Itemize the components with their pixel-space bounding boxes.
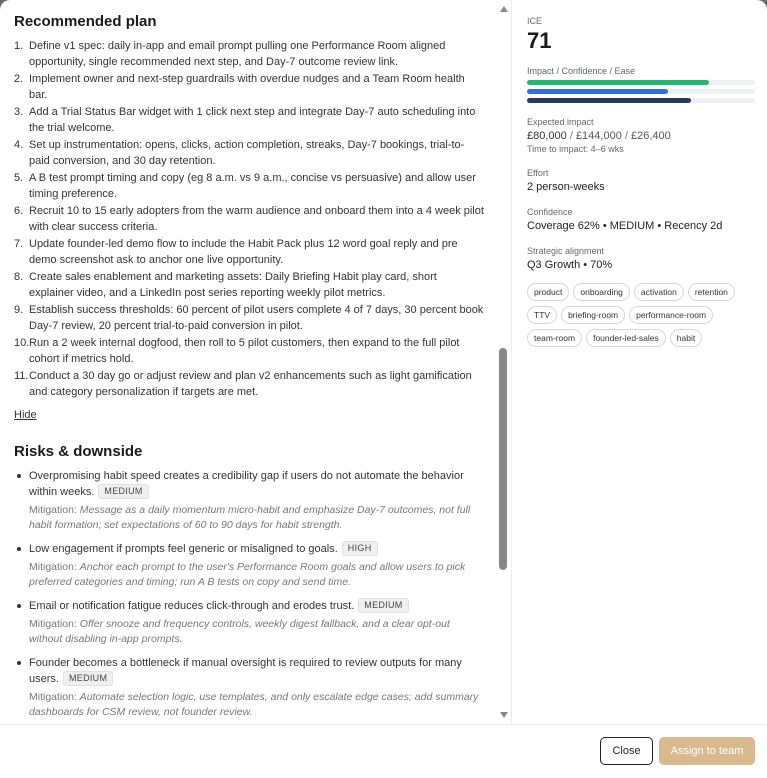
plan-step-text: Implement owner and next-step guardrails with overdue nudges and a Team Room health bar. [29, 73, 465, 101]
scroll-up-arrow-icon[interactable] [500, 6, 508, 12]
risk-level-badge: MEDIUM [358, 598, 408, 613]
recommended-plan-heading: Recommended plan [14, 13, 157, 30]
alignment-value: Q3 Growth • 70% [527, 259, 613, 271]
plan-step-number: 3. [14, 106, 24, 118]
metrics-sidebar [527, 16, 755, 347]
scroll-thumb[interactable] [499, 348, 507, 570]
risk-text: Founder becomes a bottleneck if manual oversight is required to review outputs for many users. [29, 657, 462, 685]
tag-chip[interactable]: retention [688, 283, 735, 301]
ice-breakdown [527, 66, 755, 103]
plan-step-text: A B test prompt timing and copy (eg 8 a.m. vs 9 a.m., concise vs persuasive) and allow user timing preference. [29, 172, 476, 200]
plan-step-text: Add a Trial Status Bar widget with 1 click next step and integrate Day-7 auto scheduling into the trial welcome. [29, 106, 476, 134]
confidence-section [527, 207, 755, 232]
plan-step [14, 302, 484, 334]
risk-level-badge: MEDIUM [63, 671, 113, 686]
plan-step-number: 9. [14, 304, 24, 316]
risk-item [14, 598, 484, 647]
tag-chip[interactable]: TTV [527, 306, 557, 324]
tag-chip[interactable]: product [527, 283, 569, 301]
plan-step [14, 368, 484, 400]
impact-bar-track [527, 80, 755, 85]
plan-step-number: 11. [14, 370, 29, 382]
plan-step [14, 137, 484, 169]
plan-step [14, 335, 484, 367]
plan-step-number: 7. [14, 238, 24, 250]
scroll-down-arrow-icon[interactable] [500, 712, 508, 718]
plan-step-number: 5. [14, 172, 24, 184]
plan-step-number: 4. [14, 139, 24, 151]
expected-impact-section [527, 117, 755, 154]
confidence-value: Coverage 62% • MEDIUM • Recency 2d [527, 220, 723, 232]
plan-step [14, 104, 484, 136]
plan-step [14, 38, 484, 70]
plan-step [14, 269, 484, 301]
tag-chip[interactable]: founder-led-sales [586, 329, 666, 347]
risk-mitigation [29, 690, 484, 720]
plan-step-number: 6. [14, 205, 24, 217]
risks-heading: Risks & downside [14, 443, 143, 460]
assign-to-team-button[interactable]: Assign to team [659, 737, 755, 765]
mitigation-text: Automate selection logic, use templates, and only escalate edge cases; add summary dashboards for CSM review, not founder review. [29, 691, 479, 718]
tag-chip[interactable]: habit [670, 329, 702, 347]
ease-bar [527, 98, 691, 103]
ice-breakdown-label: Impact / Confidence / Ease [527, 66, 636, 76]
risk-mitigation [29, 503, 484, 533]
hide-link[interactable]: Hide [14, 409, 37, 421]
impact-bar [527, 80, 709, 85]
mitigation-label: Mitigation: [29, 504, 77, 516]
risk-item [14, 655, 484, 720]
plan-step-text: Update founder-led demo flow to include the Habit Pack plus 12 word goal reply and pre demo screenshot ask to anchor one live opportunity. [29, 238, 458, 266]
confidence-bar [527, 89, 668, 94]
plan-step-text: Conduct a 30 day go or adjust review and plan v2 enhancements such as light gamification and category personalization if targets are met. [29, 370, 472, 398]
plan-step-text: Create sales enablement and marketing assets: Daily Briefing Habit play card, short explainer video, and a LinkedIn post series reporting weekly pilot metrics. [29, 271, 437, 299]
plan-content [14, 13, 484, 770]
expected-impact-label: Expected impact [527, 117, 594, 127]
tag-chip[interactable]: performance-room [629, 306, 713, 324]
risk-mitigation [29, 617, 484, 647]
tag-list [527, 283, 742, 347]
mitigation-label: Mitigation: [29, 691, 77, 703]
ice-score: 71 [527, 28, 552, 53]
effort-value: 2 person-weeks [527, 181, 605, 193]
alignment-label: Strategic alignment [527, 246, 605, 256]
mitigation-text: Message as a daily momentum micro-habit and emphasize Day-7 outcomes, not full habit formation; set expectations of 60 to 90 days for habit strength. [29, 504, 471, 531]
ice-label: ICE [527, 16, 543, 26]
plan-step [14, 203, 484, 235]
plan-step [14, 236, 484, 268]
tag-chip[interactable]: onboarding [573, 283, 630, 301]
risk-level-badge: HIGH [342, 541, 378, 556]
mitigation-label: Mitigation: [29, 561, 77, 573]
plan-step-number: 2. [14, 73, 24, 85]
plan-step-number: 10. [14, 337, 30, 349]
plan-step-text: Establish success thresholds: 60 percent of pilot users complete 4 of 7 days, 30 percent book Day-7 review, 20 percent trial-to-paid conversion in pilot. [29, 304, 484, 332]
risk-text: Email or notification fatigue reduces click-through and erodes trust. [29, 600, 355, 612]
ease-bar-track [527, 98, 755, 103]
mitigation-label: Mitigation: [29, 618, 77, 630]
risks-list [14, 468, 484, 762]
impact-value-low: £26,400 [631, 130, 671, 142]
plan-step [14, 170, 484, 202]
tag-chip[interactable]: team-room [527, 329, 582, 347]
plan-step [14, 71, 484, 103]
risk-level-badge: MEDIUM [98, 484, 148, 499]
plan-step-number: 8. [14, 271, 24, 283]
plan-step-number: 1. [14, 40, 24, 52]
mitigation-text: Offer snooze and frequency controls, weekly digest fallback, and a clear opt-out without disabling in-app prompts. [29, 618, 450, 645]
plan-step-text: Define v1 spec: daily in-app and email prompt pulling one Performance Room aligned opportunity, single recommended next step, and Day-7 outcome review link. [29, 40, 446, 68]
plan-step-text: Run a 2 week internal dogfood, then roll to 5 pilot customers, then expand to the full pilot cohort if metrics hold. [29, 337, 460, 365]
expected-impact-values: £80,000 / £144,000 / £26,400 [527, 130, 671, 142]
risk-text: Overpromising habit speed creates a credibility gap if users do not automate the behavior within weeks. [29, 470, 464, 498]
impact-value-high: £144,000 [575, 130, 622, 142]
tag-chip[interactable]: activation [634, 283, 684, 301]
risk-text: Low engagement if prompts feel generic or misaligned to goals. [29, 543, 338, 555]
confidence-bar-track [527, 89, 755, 94]
impact-value-base: £80,000 [527, 130, 567, 142]
modal-footer [0, 724, 767, 778]
plan-step-text: Recruit 10 to 15 early adopters from the warm audience and onboard them into a 4 week pilot with clear success criteria. [29, 205, 484, 233]
time-to-impact: Time to impact: 4–6 wks [527, 144, 624, 154]
scrollbar[interactable] [496, 0, 512, 724]
risk-mitigation [29, 560, 484, 590]
alignment-section [527, 246, 755, 271]
effort-section [527, 168, 755, 193]
plan-step-text: Set up instrumentation: opens, clicks, action completion, streaks, Day-7 bookings, trial-to-paid conversion, and 30 day retention. [29, 139, 465, 167]
plan-steps-list [14, 38, 484, 400]
mitigation-text: Anchor each prompt to the user's Performance Room goals and allow users to pick preferred categories and timing; run A B tests on copy and send time. [29, 561, 466, 588]
effort-label: Effort [527, 168, 549, 178]
confidence-label: Confidence [527, 207, 573, 217]
risk-item [14, 541, 484, 590]
close-button[interactable]: Close [600, 737, 653, 765]
tag-chip[interactable]: briefing-room [561, 306, 625, 324]
risk-item [14, 468, 484, 533]
